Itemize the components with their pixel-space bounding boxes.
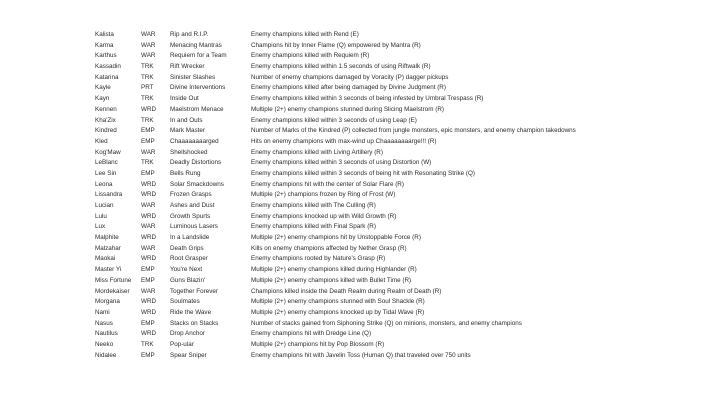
champion-cell: Lux [95,223,106,231]
description-cell: Multiple (2+) enemy champions stunned during Slicing Maelstrom (R) [251,105,445,113]
table-row [0,137,720,148]
champion-cell: Katarina [95,73,119,81]
class-cell: WAR [141,41,156,49]
eternal-name-cell: Sinister Slashes [170,73,216,81]
eternal-name-cell: Luminous Lasers [170,223,218,231]
class-cell: WRD [141,255,157,263]
eternal-name-cell: Rift Wrecker [170,63,205,71]
champion-cell: Nami [95,308,110,316]
description-cell: Multiple (2+) enemy champions hit by Unstoppable Force (R) [251,234,421,242]
description-cell: Multiple (2+) enemy champions killed with Bullet Time (R) [251,276,412,284]
champion-cell: Miss Fortune [95,276,132,284]
champion-cell: Kha'Zix [95,116,116,124]
champion-cell: Lee Sin [95,169,117,177]
table-row [0,180,720,191]
description-cell: Number of stacks gained from Siphoning Strike (Q) on minions, monsters, and enemy champions [251,319,522,327]
champion-cell: Nidalee [95,351,117,359]
eternal-name-cell: Spear Sniper [170,351,207,359]
table-row [0,287,720,298]
description-cell: Multiple (2+) enemy champions knocked up by Tidal Wave (R) [251,308,425,316]
description-cell: Enemy champions killed with Requiem (R) [251,52,370,60]
champion-cell: Nautilus [95,330,118,338]
eternal-name-cell: Pop-ular [170,340,194,348]
class-cell: WAR [141,287,156,295]
table-row [0,148,720,159]
table-row [0,265,720,276]
eternal-name-cell: Requiem for a Team [170,52,227,60]
class-cell: EMP [141,319,155,327]
table-row [0,233,720,244]
class-cell: WAR [141,223,156,231]
class-cell: EMP [141,276,155,284]
class-cell: TRK [141,73,154,81]
champion-cell: Karma [95,41,114,49]
table-row [0,351,720,362]
table-row [0,94,720,105]
table-row [0,222,720,233]
eternal-name-cell: Guns Blazin' [170,276,206,284]
class-cell: WAR [141,244,156,252]
champion-cell: Master Yi [95,266,122,274]
class-cell: WAR [141,31,156,38]
table-row [0,62,720,73]
eternal-name-cell: Frozen Grasps [170,191,212,199]
eternal-name-cell: Solar Smackdowns [170,180,224,188]
eternal-name-cell: In and Outs [170,116,203,124]
eternal-name-cell: Menacing Mantras [170,41,222,49]
description-cell: Enemy champions killed within 1.5 seconds of using Riftwalk (R) [251,63,431,71]
eternal-name-cell: Growth Spurts [170,212,211,220]
class-cell: WRD [141,191,157,199]
eternal-name-cell: Together Forever [170,287,218,295]
champion-cell: Karthus [95,52,117,60]
description-cell: Enemy champions hit with Javelin Toss (Human Q) that traveled over 750 units [251,351,471,359]
table-row [0,329,720,340]
eternal-name-cell: Inside Out [170,95,199,103]
champion-cell: Maokai [95,255,116,263]
champion-cell: LeBlanc [95,159,118,167]
eternal-name-cell: Stacks on Stacks [170,319,219,327]
champion-cell: Kayle [95,84,111,92]
eternal-name-cell: Soulmates [170,298,200,306]
eternal-name-cell: You're Next [170,266,203,274]
champion-cell: Kalista [95,31,114,38]
class-cell: TRK [141,159,154,167]
class-cell: EMP [141,137,155,145]
description-cell: Multiple (2+) champions frozen by Ring of Frost (W) [251,191,396,199]
class-cell: TRK [141,340,154,348]
eternal-name-cell: Chaaaaaaaarged [170,137,219,145]
table-row [0,169,720,180]
description-cell: Champions hit by Inner Flame (Q) empowered by Mantra (R) [251,41,421,49]
table-row [0,297,720,308]
eternal-name-cell: In a Landslide [170,234,210,242]
champion-cell: Mordekaiser [95,287,130,295]
eternals-table [0,30,720,361]
class-cell: WRD [141,298,157,306]
champion-cell: Kindred [95,127,117,135]
class-cell: EMP [141,169,155,177]
class-cell: EMP [141,266,155,274]
eternal-name-cell: Ride the Wave [170,308,212,316]
champion-cell: Nasus [95,319,113,327]
champion-cell: Kennen [95,105,117,113]
description-cell: Champions killed inside the Death Realm during Realm of Death (R) [251,287,442,295]
champion-cell: Kayn [95,95,110,103]
class-cell: TRK [141,63,154,71]
class-cell: TRK [141,116,154,124]
champion-cell: Lissandra [95,191,123,199]
eternal-name-cell: Mark Master [170,127,205,135]
class-cell: WAR [141,52,156,60]
class-cell: PRT [141,84,154,92]
champion-cell: Kled [95,137,108,145]
class-cell: EMP [141,351,155,359]
table-row [0,319,720,330]
champion-cell: Morgana [95,298,120,306]
table-row [0,83,720,94]
table-row [0,276,720,287]
class-cell: WRD [141,308,157,316]
class-cell: WAR [141,202,156,209]
class-cell: WRD [141,105,157,113]
table-row [0,308,720,319]
table-row [0,30,720,41]
champion-cell: Malzahar [95,244,121,252]
description-cell: Enemy champions killed within 3 seconds of being infested by Umbral Trespass (R) [251,95,484,103]
eternal-name-cell: Ashes and Dust [170,202,215,209]
description-cell: Enemy champions killed within 3 seconds of using Leap (E) [251,116,417,124]
eternal-name-cell: Drop Anchor [170,330,206,338]
eternal-name-cell: Maelstrom Menace [170,105,224,113]
eternal-name-cell: Rip and R.I.P. [170,31,209,38]
table-row [0,73,720,84]
champion-cell: Lucian [95,202,114,209]
class-cell: WRD [141,212,157,220]
eternal-name-cell: Root Grasper [170,255,208,263]
description-cell: Number of enemy champions damaged by Voracity (P) dagger pickups [251,73,449,81]
description-cell: Enemy champions hit with Dredge Line (Q) [251,330,372,338]
description-cell: Number of Marks of the Kindred (P) collected from jungle monsters, epic monsters, and enemy champion takedowns [251,127,576,135]
description-cell: Enemy champions killed with Living Artillery (R) [251,148,383,156]
description-cell: Multiple (2+) enemy champions stunned with Soul Shackle (R) [251,298,425,306]
eternal-name-cell: Divine Interventions [170,84,226,92]
table-row [0,244,720,255]
class-cell: EMP [141,127,155,135]
description-cell: Hits on enemy champions with max-wind up Chaaaaaaaarge!!! (R) [251,137,437,145]
champion-cell: Malphite [95,234,119,242]
table-row [0,116,720,127]
eternal-name-cell: Bells Rung [170,169,201,177]
champion-cell: Kassadin [95,63,121,71]
description-cell: Enemy champions killed with Final Spark (R) [251,223,376,231]
description-cell: Enemy champions killed with Rend (E) [251,31,359,38]
class-cell: WRD [141,330,157,338]
description-cell: Enemy champions killed within 3 seconds of being hit with Resonating Strike (Q) [251,169,475,177]
description-cell: Multiple (2+) enemy champions killed during Highlander (R) [251,266,417,274]
table-row [0,201,720,212]
table-row [0,190,720,201]
class-cell: WRD [141,180,157,188]
table-row [0,340,720,351]
description-cell: Kills on enemy champions affected by Nether Grasp (R) [251,244,407,252]
description-cell: Enemy champions killed with The Culling (R) [251,202,376,209]
description-cell: Enemy champions hit with the center of Solar Flare (R) [251,180,404,188]
table-row [0,51,720,62]
description-cell: Enemy champions killed after being damaged by Divine Judgment (R) [251,84,446,92]
champion-cell: Leona [95,180,113,188]
table-row [0,41,720,52]
description-cell: Enemy champions knocked up with Wild Growth (R) [251,212,397,220]
class-cell: WRD [141,234,157,242]
table-row [0,158,720,169]
eternal-name-cell: Death Grips [170,244,204,252]
class-cell: WAR [141,148,156,156]
table-row [0,254,720,265]
champion-cell: Kog'Maw [95,148,121,156]
table-row [0,212,720,223]
description-cell: Enemy champions killed within 3 seconds of using Distortion (W) [251,159,432,167]
eternal-name-cell: Deadly Distortions [170,159,222,167]
table-row [0,105,720,116]
champion-cell: Neeko [95,340,114,348]
description-cell: Enemy champions rooted by Nature's Grasp (R) [251,255,386,263]
class-cell: TRK [141,95,154,103]
eternal-name-cell: Shellshocked [170,148,208,156]
champion-cell: Lulu [95,212,107,220]
table-row [0,126,720,137]
description-cell: Multiple (2+) champions hit by Pop Blossom (R) [251,340,385,348]
